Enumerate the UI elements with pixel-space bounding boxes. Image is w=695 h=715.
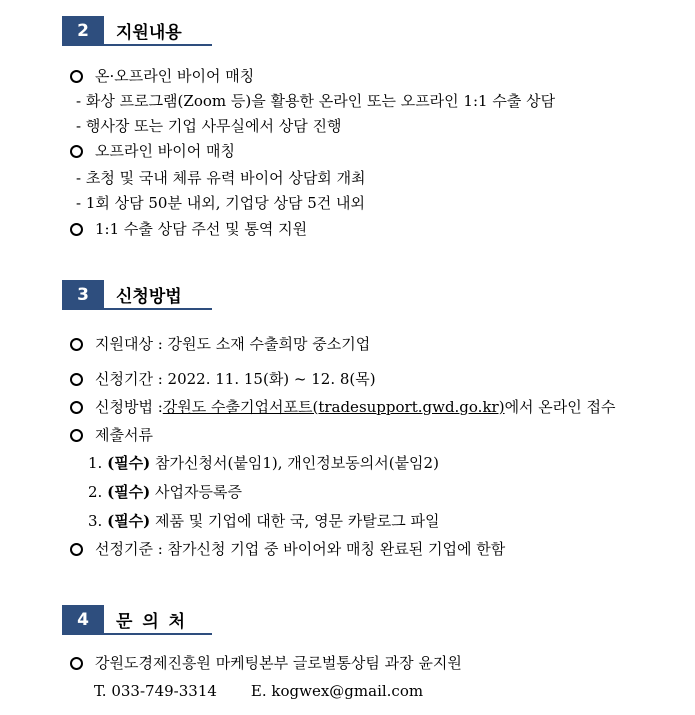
doc-item-3: 3. (필수) 제품 및 기업에 대한 국, 영문 카탈로그 파일 <box>88 512 440 530</box>
section-title: 신청방법 <box>104 280 212 310</box>
bullet-item-period: 신청기간 : 2022. 11. 15(화) ~ 12. 8(목) <box>70 369 376 389</box>
contact-details <box>94 681 423 701</box>
circle-bullet-icon <box>70 70 83 83</box>
detail-item: - 1회 상담 50분 내외, 기업당 상담 5건 내외 <box>76 194 366 212</box>
bullet-item-target: 지원대상 : 강원도 소재 수출희망 중소기업 <box>70 334 370 354</box>
contact-org: 강원도경제진흥원 마케팅본부 글로벌통상팀 과장 윤지원 <box>70 653 462 673</box>
circle-bullet-icon <box>70 338 83 351</box>
circle-bullet-icon <box>70 223 83 236</box>
application-link[interactable]: 강원도 수출기업서포트(tradesupport.gwd.go.kr) <box>162 398 505 416</box>
section-number: 2 <box>62 16 104 46</box>
circle-bullet-icon <box>70 373 83 386</box>
section-title: 문 의 처 <box>104 605 212 635</box>
section-header-3 <box>62 280 212 310</box>
bullet-item-docs: 제출서류 <box>70 425 153 445</box>
bullet-item: 온·오프라인 바이어 매칭 <box>70 66 254 86</box>
section-header-2 <box>62 16 212 46</box>
section-title: 지원내용 <box>104 16 212 46</box>
contact-email[interactable]: E. kogwex@gmail.com <box>250 682 424 700</box>
bullet-item-criteria: 선정기준 : 참가신청 기업 중 바이어와 매칭 완료된 기업에 한함 <box>70 539 505 559</box>
detail-item: - 초청 및 국내 체류 유력 바이어 상담회 개최 <box>76 169 366 187</box>
detail-item: - 화상 프로그램(Zoom 등)을 활용한 온라인 또는 오프라인 1:1 수출 상담 <box>76 92 556 110</box>
bullet-item-method: 신청방법 : 강원도 수출기업서포트(tradesupport.gwd.go.kr) 에서 온라인 접수 <box>70 397 616 417</box>
bullet-item: 오프라인 바이어 매칭 <box>70 141 235 161</box>
circle-bullet-icon <box>70 543 83 556</box>
circle-bullet-icon <box>70 657 83 670</box>
doc-item-2: 2. (필수) 사업자등록증 <box>88 483 242 501</box>
section-header-4 <box>62 605 212 635</box>
section-number: 4 <box>62 605 104 635</box>
circle-bullet-icon <box>70 145 83 158</box>
doc-item-1: 1. (필수) 참가신청서(붙임1), 개인정보동의서(붙임2) <box>88 454 439 472</box>
circle-bullet-icon <box>70 401 83 414</box>
circle-bullet-icon <box>70 429 83 442</box>
detail-item: - 행사장 또는 기업 사무실에서 상담 진행 <box>76 117 342 135</box>
bullet-item: 1:1 수출 상담 주선 및 통역 지원 <box>70 219 307 239</box>
contact-phone: T. 033-749-3314 <box>94 682 217 700</box>
section-number: 3 <box>62 280 104 310</box>
